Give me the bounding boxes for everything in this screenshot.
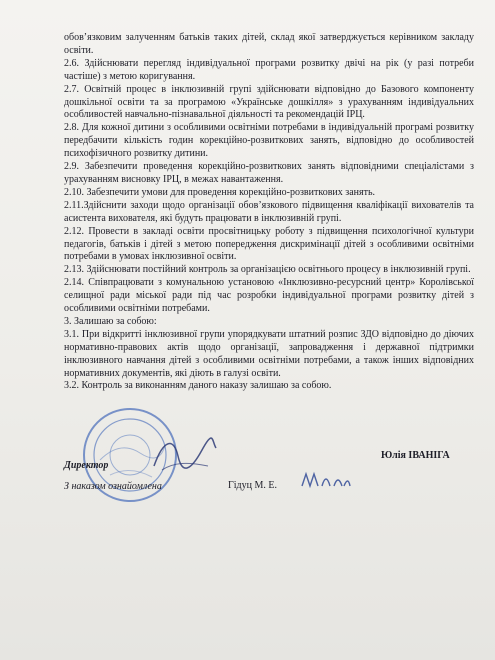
paragraph: 3.1. При відкритті інклюзивної групи упорядкувати штатний розпис ЗДО відповідно до діючих нормативно-правових актів щодо організації, запровадження і державної підтримки інклюзивного навчання дітей з особливими освітніми потребами, а також інших відповідних нормативних документів, які діють в галузі освіти. <box>64 328 474 379</box>
director-name: Юлія ІВАНІГА <box>381 450 450 461</box>
paragraph: обов’язковим залученням батьків таких дітей, склад якої затверджується керівником закладу освіти. <box>64 32 474 56</box>
paragraph: 2.7. Освітній процес в інклюзивній групі здійснювати відповідно до Базового компоненту дошкільної освіти та за програмою «Українське дошкілля» з урахуванням індивідуальних особливостей навчально-пізнавальної діяльності та рекомендацій ІРЦ. <box>64 83 474 121</box>
paragraph: 2.6. Здійснювати перегляд індивідуальної програми розвитку двічі на рік (у разі потреби частіше) з метою коригування. <box>64 57 474 82</box>
acquainted-label: З наказом ознайомлена <box>64 481 162 492</box>
acquainted-name: Гідуц М. Е. <box>228 480 277 491</box>
paragraph: 2.12. Провести в закладі освіти просвітницьку роботу з підвищення психологічної культури педагогів, батьків і дітей з метою попередження дискримінації дітей з особливими освітніми потребами в умовах інклюзивної освіти. <box>64 225 474 263</box>
paragraph: 2.8. Для кожної дитини з особливими освітніми потребами в індивідуальній програмі розвитку передбачити кількість годин корекційно-розвиткових занять, відповідно до особливостей психофізичного розвитку дитини. <box>64 122 474 160</box>
paragraph: 2.10. Забезпечити умови для проведення корекційно-розвиткових занять. <box>64 186 376 198</box>
paragraph: 2.14. Співпрацювати з комунальною установою «Інклюзивно-ресурсний центр» Королівської селищної ради міської ради під час розробки індивідуальної програми розвитку дітей з особливими освітніми потребами. <box>64 277 474 315</box>
paragraph: 3. Залишаю за собою: <box>64 315 157 327</box>
paragraph: 3.2. Контроль за виконанням даного наказу залишаю за собою. <box>64 380 332 392</box>
paragraph: 2.9. Забезпечити проведення корекційно-розвиткових занять відповідними спеціалістами з урахуванням висновку ІРЦ, в межах навантаження. <box>64 161 474 185</box>
signature-scribble-icon <box>150 432 220 477</box>
paragraph: 2.11.Здійснити заходи щодо організації обов’язкового підвищення кваліфікації вихователів та асистента вихователя, які будуть працювати в інклюзивній групі. <box>64 199 474 224</box>
handwritten-signature-icon <box>300 468 352 492</box>
paragraph: 2.13. Здійснювати постійний контроль за організацією освітнього процесу в інклюзивній групі. <box>64 264 471 276</box>
director-title: Директор <box>64 460 109 471</box>
